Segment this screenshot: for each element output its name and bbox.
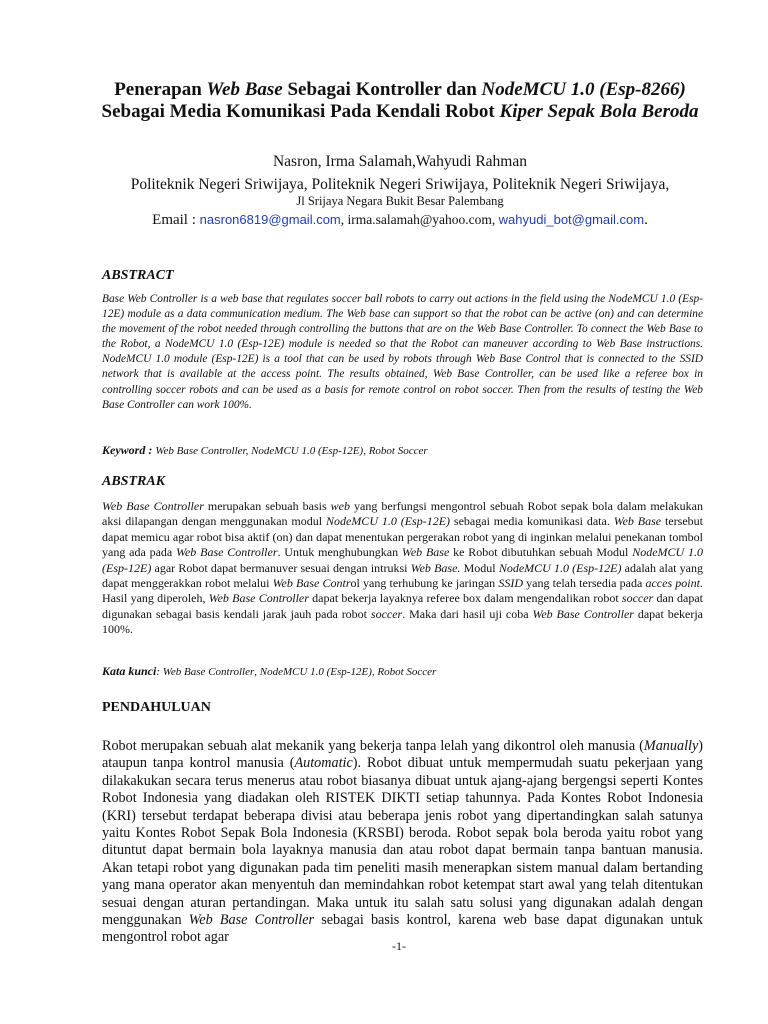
kata-kunci-line: Kata kunci: Web Base Controller, NodeMCU 1.0 (Esp-12E), Robot Soccer <box>102 664 437 678</box>
abstract-heading: ABSTRACT <box>102 268 174 283</box>
affiliation: Politeknik Negeri Sriwijaya, Politeknik Negeri Sriwijaya, Politeknik Negeri Sriwijaya, <box>130 176 670 193</box>
keywords-line <box>102 443 702 458</box>
abstrak-text: Web Base Controller merupakan sebuah basis web yang berfungsi mengontrol sebuah Robot sepak bola dalam melakukan aksi dilapangan dengan menggunakan modul NodeMCU 1.0 (Esp-12E) sebagai media komunikasi data. Web Base tersebut dapat memicu agar robot bisa aktif (on) dan dapat menentukan pergerakan robot yang di inginkan melalui penekanan tombol yang ada pada Web Base Controller. Untuk menghubungkan Web Base ke Robot dibutuhkan sebuah Modul NodeMCU 1.0 (Esp-12E) agar Robot dapat bermanuver sesuai dengan intruksi Web Base. Modul NodeMCU 1.0 (Esp-12E) adalah alat yang dapat menggerakkan robot melalui Web Base Control yang terhubung ke jaringan SSID yang telah tersedia pada acces point. Hasil yang diperoleh, Web Base Controller dapat bekerja layaknya referee box dalam mengendalikan robot soccer dan dapat digunakan sebagai basis kendali jarak jauh pada robot soccer. Maka dari hasil uji coba Web Base Controller dapat bekerja 100%. <box>102 499 704 637</box>
paper-title: Penerapan Web Base Sebagai Kontroller dan NodeMCU 1.0 (Esp-8266) Sebagai Media Komunikasi Pada Kendali Robot Kiper Sepak Bola Beroda <box>101 79 699 122</box>
email-link-wahyudi[interactable]: wahyudi_bot@gmail.com <box>498 212 645 227</box>
pendahuluan-heading: PENDAHULUAN <box>102 700 211 715</box>
email-label: Email : <box>152 212 200 228</box>
pendahuluan-text: Robot merupakan sebuah alat mekanik yang bekerja tanpa lelah yang dikontrol oleh manusia (Manually) ataupun tanpa kontrol manusia (Automatic). Robot dibuat untuk mempermudah suatu pekerjaan yang dilakakukan secara terus menerus atau robot biasanya dibuat untuk ajang-ajang bergengsi seperti Kontes Robot Indonesia yang diadakan oleh RISTEK DIKTI setiap tahunnya. Pada Kontes Robot Indonesia (KRI) tersebut terdapat beberapa divisi atau beberapa jenis robot yang dipertandingkan salah satunya yaitu Kontes Robot Sepak Bola Indonesia (KRSBI) beroda. Robot sepak bola beroda yaitu robot yang dituntut dapat bermain bola layaknya manusia dan atau robot dapat bermain tanpa bantuan manusia. Akan tetapi robot yang digunakan pada tim peneliti masih menerapkan sistem manual dalam bertanding yang mana operator akan menyentuh dan memindahkan robot ketempat start awal yang telah ditentukan sesuai dengan aturan pertandingan. Maka untuk itu salah satu solusi yang digunakan adalah dengan menggunakan Web Base Controller sebagai basis kontrol, karena web base dapat digunakan untuk mengontrol robot agar <box>102 738 704 946</box>
kata-kunci-label: Kata kunci <box>102 664 157 678</box>
email-link-nasron[interactable]: nasron6819@gmail.com <box>199 212 341 227</box>
abstract-text: Base Web Controller is a web base that regulates soccer ball robots to carry out actions in the field using the NodeMCU 1.0 (Esp-12E) module as a data communication medium. The Web base can support so that the robot can be active (on) and can determine the movement of the robot needed through controlling the buttons that are on the Web Base Controller. To connect the Web Base to the Robot, a NodeMCU 1.0 (Esp-12E) module is needed so that the Robot can maneuver according to Web Base instructions. NodeMCU 1.0 module (Esp-12E) is a tool that can be used by robots through Web Base Control that is connected to the SSID network that is available at the access point. The results obtained, Web Base Controller, can be used like a referee box in controlling soccer robots and can be used as a basis for remote control on robot soccer. Then from the results of testing the Web Base Controller can work 100%. <box>102 293 703 411</box>
abstrak-heading: ABSTRAK <box>102 474 166 489</box>
address: Jl Srijaya Negara Bukit Besar Palembang <box>296 194 504 208</box>
page-number: -1- <box>392 939 406 953</box>
keywords-value: Web Base Controller, NodeMCU 1.0 (Esp-12E), Robot Soccer <box>155 445 428 457</box>
author-list: Nasron, Irma Salamah,Wahyudi Rahman <box>272 153 527 170</box>
email-line: Email : nasron6819@gmail.com, irma.salamah@yahoo.com, wahyudi_bot@gmail.com. <box>152 212 648 228</box>
keywords-label: Keyword : <box>102 443 156 457</box>
email-text-irma: irma.salamah@yahoo.com <box>347 212 492 227</box>
